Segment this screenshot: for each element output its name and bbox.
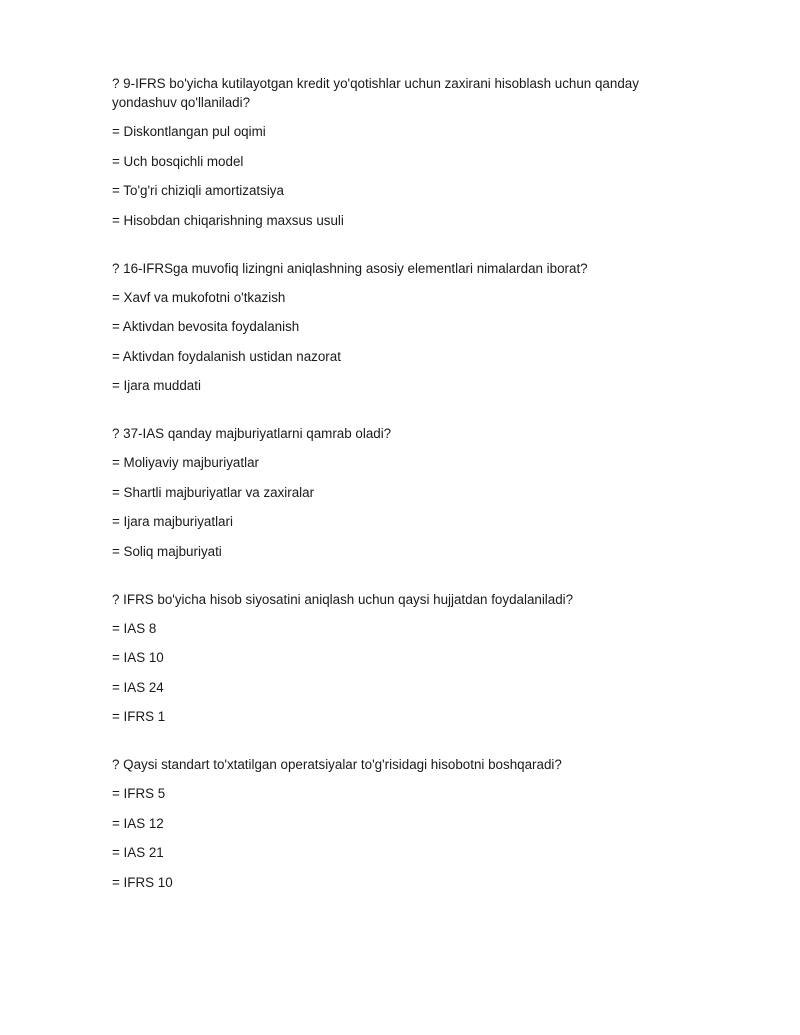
question-block-3 bbox=[112, 424, 702, 561]
quiz-content bbox=[112, 74, 702, 921]
question-block-1 bbox=[112, 74, 702, 230]
answer-option: = Ijara muddati bbox=[112, 378, 201, 393]
answer-option: = Aktivdan foydalanish ustidan nazorat bbox=[112, 348, 341, 364]
answer-option: = Shartli majburiyatlar va zaxiralar bbox=[112, 484, 315, 500]
answer-option: = Soliq majburiyati bbox=[112, 543, 222, 559]
answer-option: = IFRS 5 bbox=[112, 786, 166, 801]
answer-option: = Diskontlangan pul oqimi bbox=[112, 124, 266, 139]
question-text: ? IFRS bo'yicha hisob siyosatini aniqlash uchun qaysi hujjatdan foydalaniladi? bbox=[112, 591, 574, 607]
question-text: ? 16-IFRSga muvofiq lizingni aniqlashning asosiy elementlari nimalardan iborat? bbox=[112, 260, 588, 276]
answer-option: = Hisobdan chiqarishning maxsus usuli bbox=[112, 212, 344, 228]
question-block-4 bbox=[112, 590, 702, 727]
question-text: ? 9-IFRS bo'yicha kutilayotgan kredit yo'qotishlar uchun zaxirani hisoblash uchun qanday yondashuv qo'llaniladi? bbox=[112, 76, 639, 110]
answer-option: = IAS 21 bbox=[112, 845, 164, 860]
answer-option: = Xavf va mukofotni o'tkazish bbox=[112, 289, 286, 305]
question-block-5 bbox=[112, 755, 702, 892]
answer-option: = IFRS 10 bbox=[112, 874, 173, 890]
answer-option: = IAS 10 bbox=[112, 650, 164, 665]
question-text: ? 37-IAS qanday majburiyatlarni qamrab oladi? bbox=[112, 426, 392, 441]
question-block-2 bbox=[112, 259, 702, 396]
question-text: ? Qaysi standart to'xtatilgan operatsiyalar to'g'risidagi hisobotni boshqaradi? bbox=[112, 757, 562, 772]
answer-option: = To'g'ri chiziqli amortizatsiya bbox=[112, 183, 284, 198]
answer-option: = IAS 8 bbox=[112, 620, 157, 636]
answer-option: = Moliyaviy majburiyatlar bbox=[112, 455, 259, 470]
answer-option: = Aktivdan bevosita foydalanish bbox=[112, 319, 300, 334]
answer-option: = IAS 24 bbox=[112, 679, 164, 695]
answer-option: = Uch bosqichli model bbox=[112, 153, 244, 169]
answer-option: = IAS 12 bbox=[112, 815, 164, 831]
answer-option: = IFRS 1 bbox=[112, 709, 166, 724]
answer-option: = Ijara majburiyatlari bbox=[112, 514, 233, 529]
